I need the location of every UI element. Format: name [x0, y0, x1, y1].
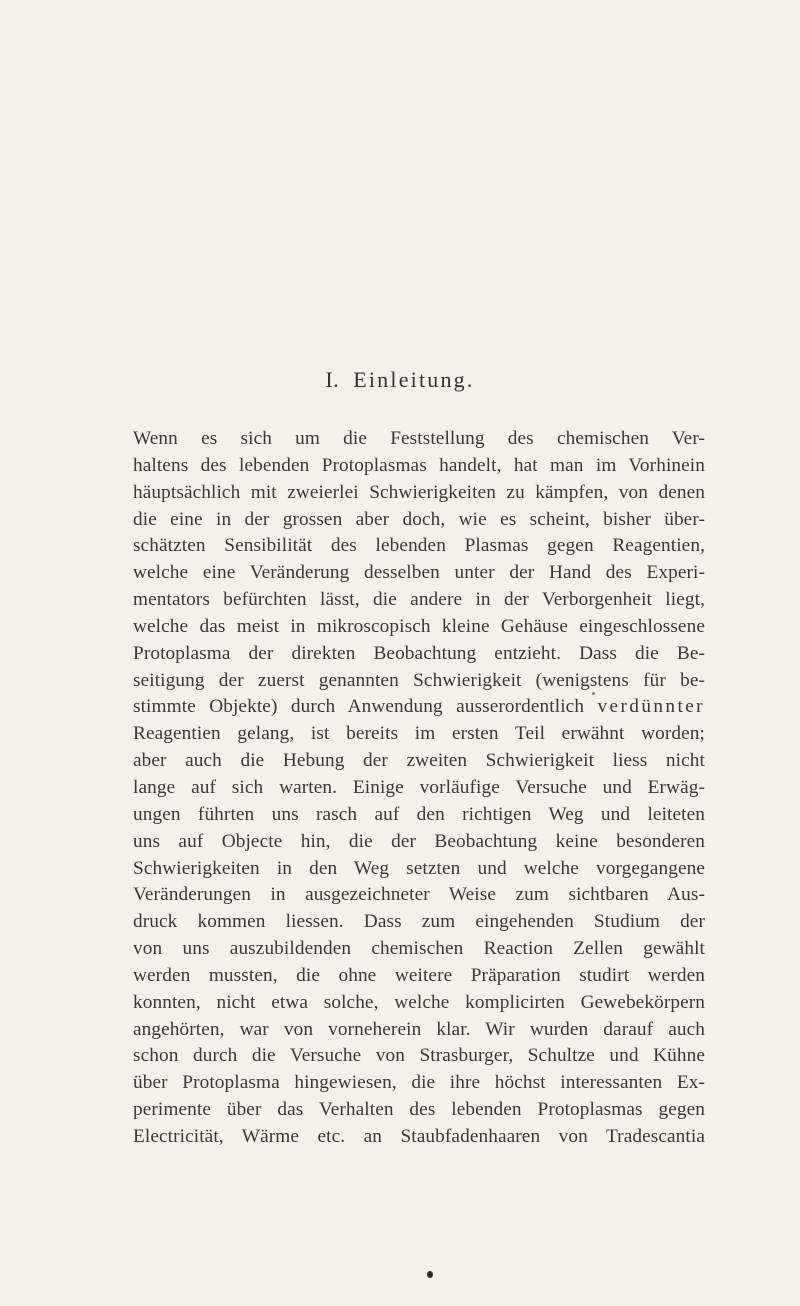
text-line: Protoplasma der direkten Beobachtung entzieht. Dass die Be-	[133, 642, 705, 664]
chapter-title: Einleitung.	[353, 367, 475, 392]
text-line: druck kommen liessen. Dass zum eingehenden Studium der	[133, 911, 705, 933]
text-line: lange auf sich warten. Einige vorläufige Versuche und Erwäg-	[133, 776, 705, 798]
text-line: ungen führten uns rasch auf den richtigen Weg und leiteten	[133, 803, 705, 825]
text-line: welche eine Veränderung desselben unter der Hand des Experi-	[133, 562, 705, 584]
text-line: perimente über das Verhalten des lebenden Protoplasmas gegen	[133, 1099, 705, 1121]
text-line: Schwierigkeiten in den Weg setzten und welche vorgegangene	[133, 857, 705, 879]
text-segment: stimmte Objekte) durch Anwendung ausserordentlich	[133, 696, 598, 718]
body-paragraph	[133, 426, 705, 1151]
chapter-heading	[0, 367, 800, 393]
ink-dot	[427, 1271, 433, 1278]
text-line: angehörten, war von vorneherein klar. Wir wurden darauf auch	[133, 1018, 705, 1040]
text-line: Reagentien gelang, ist bereits im ersten Teil erwähnt worden;	[133, 723, 705, 745]
text-line: von uns auszubildenden chemischen Reaction Zellen gewählt	[133, 938, 705, 960]
text-line: schätzten Sensibilität des lebenden Plasmas gegen Reagentien,	[133, 535, 705, 557]
text-line-emphasis	[133, 694, 705, 721]
text-line: konnten, nicht etwa solche, welche komplicirten Gewebekörpern	[133, 991, 705, 1013]
text-line: haltens des lebenden Protoplasmas handelt, hat man im Vorhinein	[133, 454, 705, 476]
text-line: die eine in der grossen aber doch, wie es scheint, bisher über-	[133, 508, 705, 530]
text-line: werden mussten, die ohne weitere Präparation studirt werden	[133, 964, 705, 986]
text-line: Wenn es sich um die Feststellung des chemischen Ver-	[133, 428, 705, 449]
spaced-emphasis-word: verdünnter	[597, 696, 705, 718]
text-line: aber auch die Hebung der zweiten Schwierigkeit liess nicht	[133, 750, 705, 772]
chapter-number: I.	[325, 367, 340, 392]
text-line: uns auf Objecte hin, die der Beobachtung keine besonderen	[133, 830, 705, 852]
text-line: seitigung der zuerst genannten Schwierigkeit (wenigstens für be-	[133, 669, 705, 691]
text-line: häuptsächlich mit zweierlei Schwierigkeiten zu kämpfen, von denen	[133, 481, 705, 503]
text-line: Veränderungen in ausgezeichneter Weise zum sichtbaren Aus-	[133, 884, 705, 906]
print-speck	[592, 692, 595, 695]
text-line: über Protoplasma hingewiesen, die ihre höchst interessanten Ex-	[133, 1072, 705, 1094]
text-line: Electricität, Wärme etc. an Staubfadenhaaren von Tradescantia	[133, 1125, 705, 1147]
text-line: schon durch die Versuche von Strasburger, Schultze und Kühne	[133, 1045, 705, 1067]
text-line: welche das meist in mikroscopisch kleine Gehäuse eingeschlossene	[133, 615, 705, 637]
text-line: mentators befürchten lässt, die andere in der Verborgenheit liegt,	[133, 589, 705, 611]
